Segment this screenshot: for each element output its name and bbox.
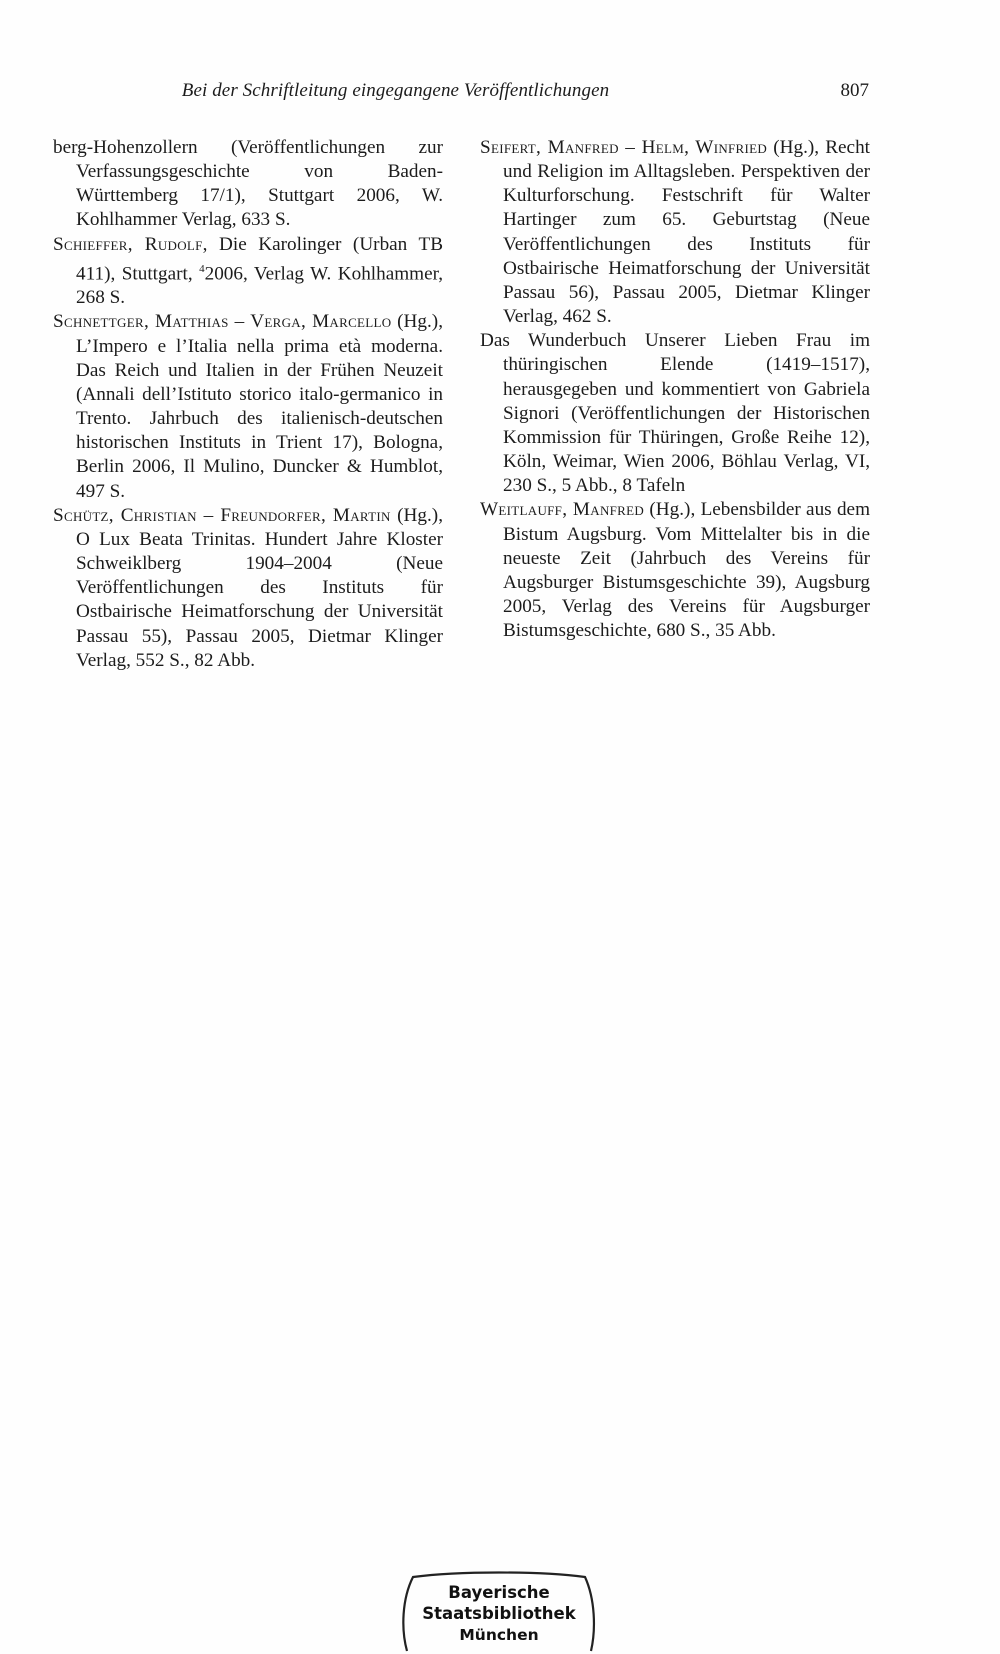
bibliography-entry	[480, 329, 870, 498]
entry-author: Seifert, Manfred – Helm, Winfried	[480, 137, 768, 158]
bibliography-entry	[53, 233, 443, 311]
running-title: Bei der Schriftleitung eingegangene Veröffentlichungen	[181, 80, 610, 101]
bibliography-entry	[480, 498, 870, 643]
entry-text: (Hg.), Recht und Religion im Alltagsleben. Perspektiven der Kulturforschung. Festschrift für Walter Hartinger zum 65. Geburtstag (Neue Veröffentlichungen des Instituts für Ostbairische Heimatforschung der Universität Passau 56), Passau 2005, Dietmar Klinger Verlag, 462 S.	[503, 137, 870, 328]
entry-text: Das Wunderbuch Unserer Lieben Frau im thüringischen Elende (1419–1517), herausgegeben und kommentiert von Gabriela Signori (Veröffentlichungen der Historischen Kommission für Thüringen, Große Reihe 12), Köln, Weimar, Wien 2006, Böhlau Verlag, VI, 230 S., 5 Abb., 8 Tafeln	[480, 330, 870, 497]
entry-author: Schieffer, Rudolf	[53, 233, 203, 255]
stamp-line-1: Bayerische	[448, 1583, 550, 1602]
running-header	[52, 80, 869, 108]
bibliography-entry	[53, 136, 443, 233]
right-column	[480, 136, 870, 643]
edition-number: 4	[199, 262, 205, 275]
library-stamp	[399, 1569, 599, 1653]
entry-text-end: 2006, Verlag W. Kohlhammer, 268 S.	[76, 263, 444, 309]
entry-author: Schnettger, Matthias – Verga, Marcello	[53, 311, 392, 333]
entry-text: (Hg.), O Lux Beata Trinitas. Hundert Jahre Kloster Schweiklberg 1904–2004 (Neue Veröffentlichungen des Instituts für Ostbairische Heimatforschung der Universität Passau 55), Passau 2005, Dietmar Klinger Verlag, 552 S., 82 Abb.	[76, 504, 443, 671]
entry-text: berg-Hohenzollern (Veröffentlichungen zur Verfassungsgeschichte von Baden-Württemberg 17/1), Stuttgart 2006, W. Kohlhammer Verlag, 633 S.	[53, 137, 443, 231]
bibliography-entry	[480, 136, 870, 329]
entry-author: Weitlauff, Manfred	[480, 499, 645, 521]
stamp-line-3: München	[459, 1626, 539, 1644]
entry-text: (Hg.), L’Impero e l’Italia nella prima età moderna. Das Reich und Italien in der Frühen Neuzeit (Annali dell’Istituto storico italo-germanico in Trento. Jahrbuch des italienisch-deutschen historischen Instituts in Trient 17), Bologna, Berlin 2006, Il Mulino, Duncker & Humblot, 497 S.	[76, 311, 443, 502]
entry-text: (Hg.), Lebensbilder aus dem Bistum Augsburg. Vom Mittelalter bis in die neueste Zeit (Jahrbuch des Vereins für Augsburger Bistumsgeschichte 39), Augsburg 2005, Verlag des Vereins für Augsburger Bistumsgeschichte, 680 S., 35 Abb.	[503, 499, 870, 642]
entry-author: Schütz, Christian – Freundorfer, Martin	[53, 504, 391, 526]
left-column	[53, 136, 443, 673]
bibliography-entry	[53, 310, 443, 503]
page-number: 807	[840, 80, 869, 101]
stamp-line-2: Staatsbibliothek	[422, 1604, 576, 1623]
bibliography-entry	[53, 504, 443, 673]
entry-text: , Die Karolinger (Urban TB 411), Stuttgart,	[76, 233, 443, 285]
